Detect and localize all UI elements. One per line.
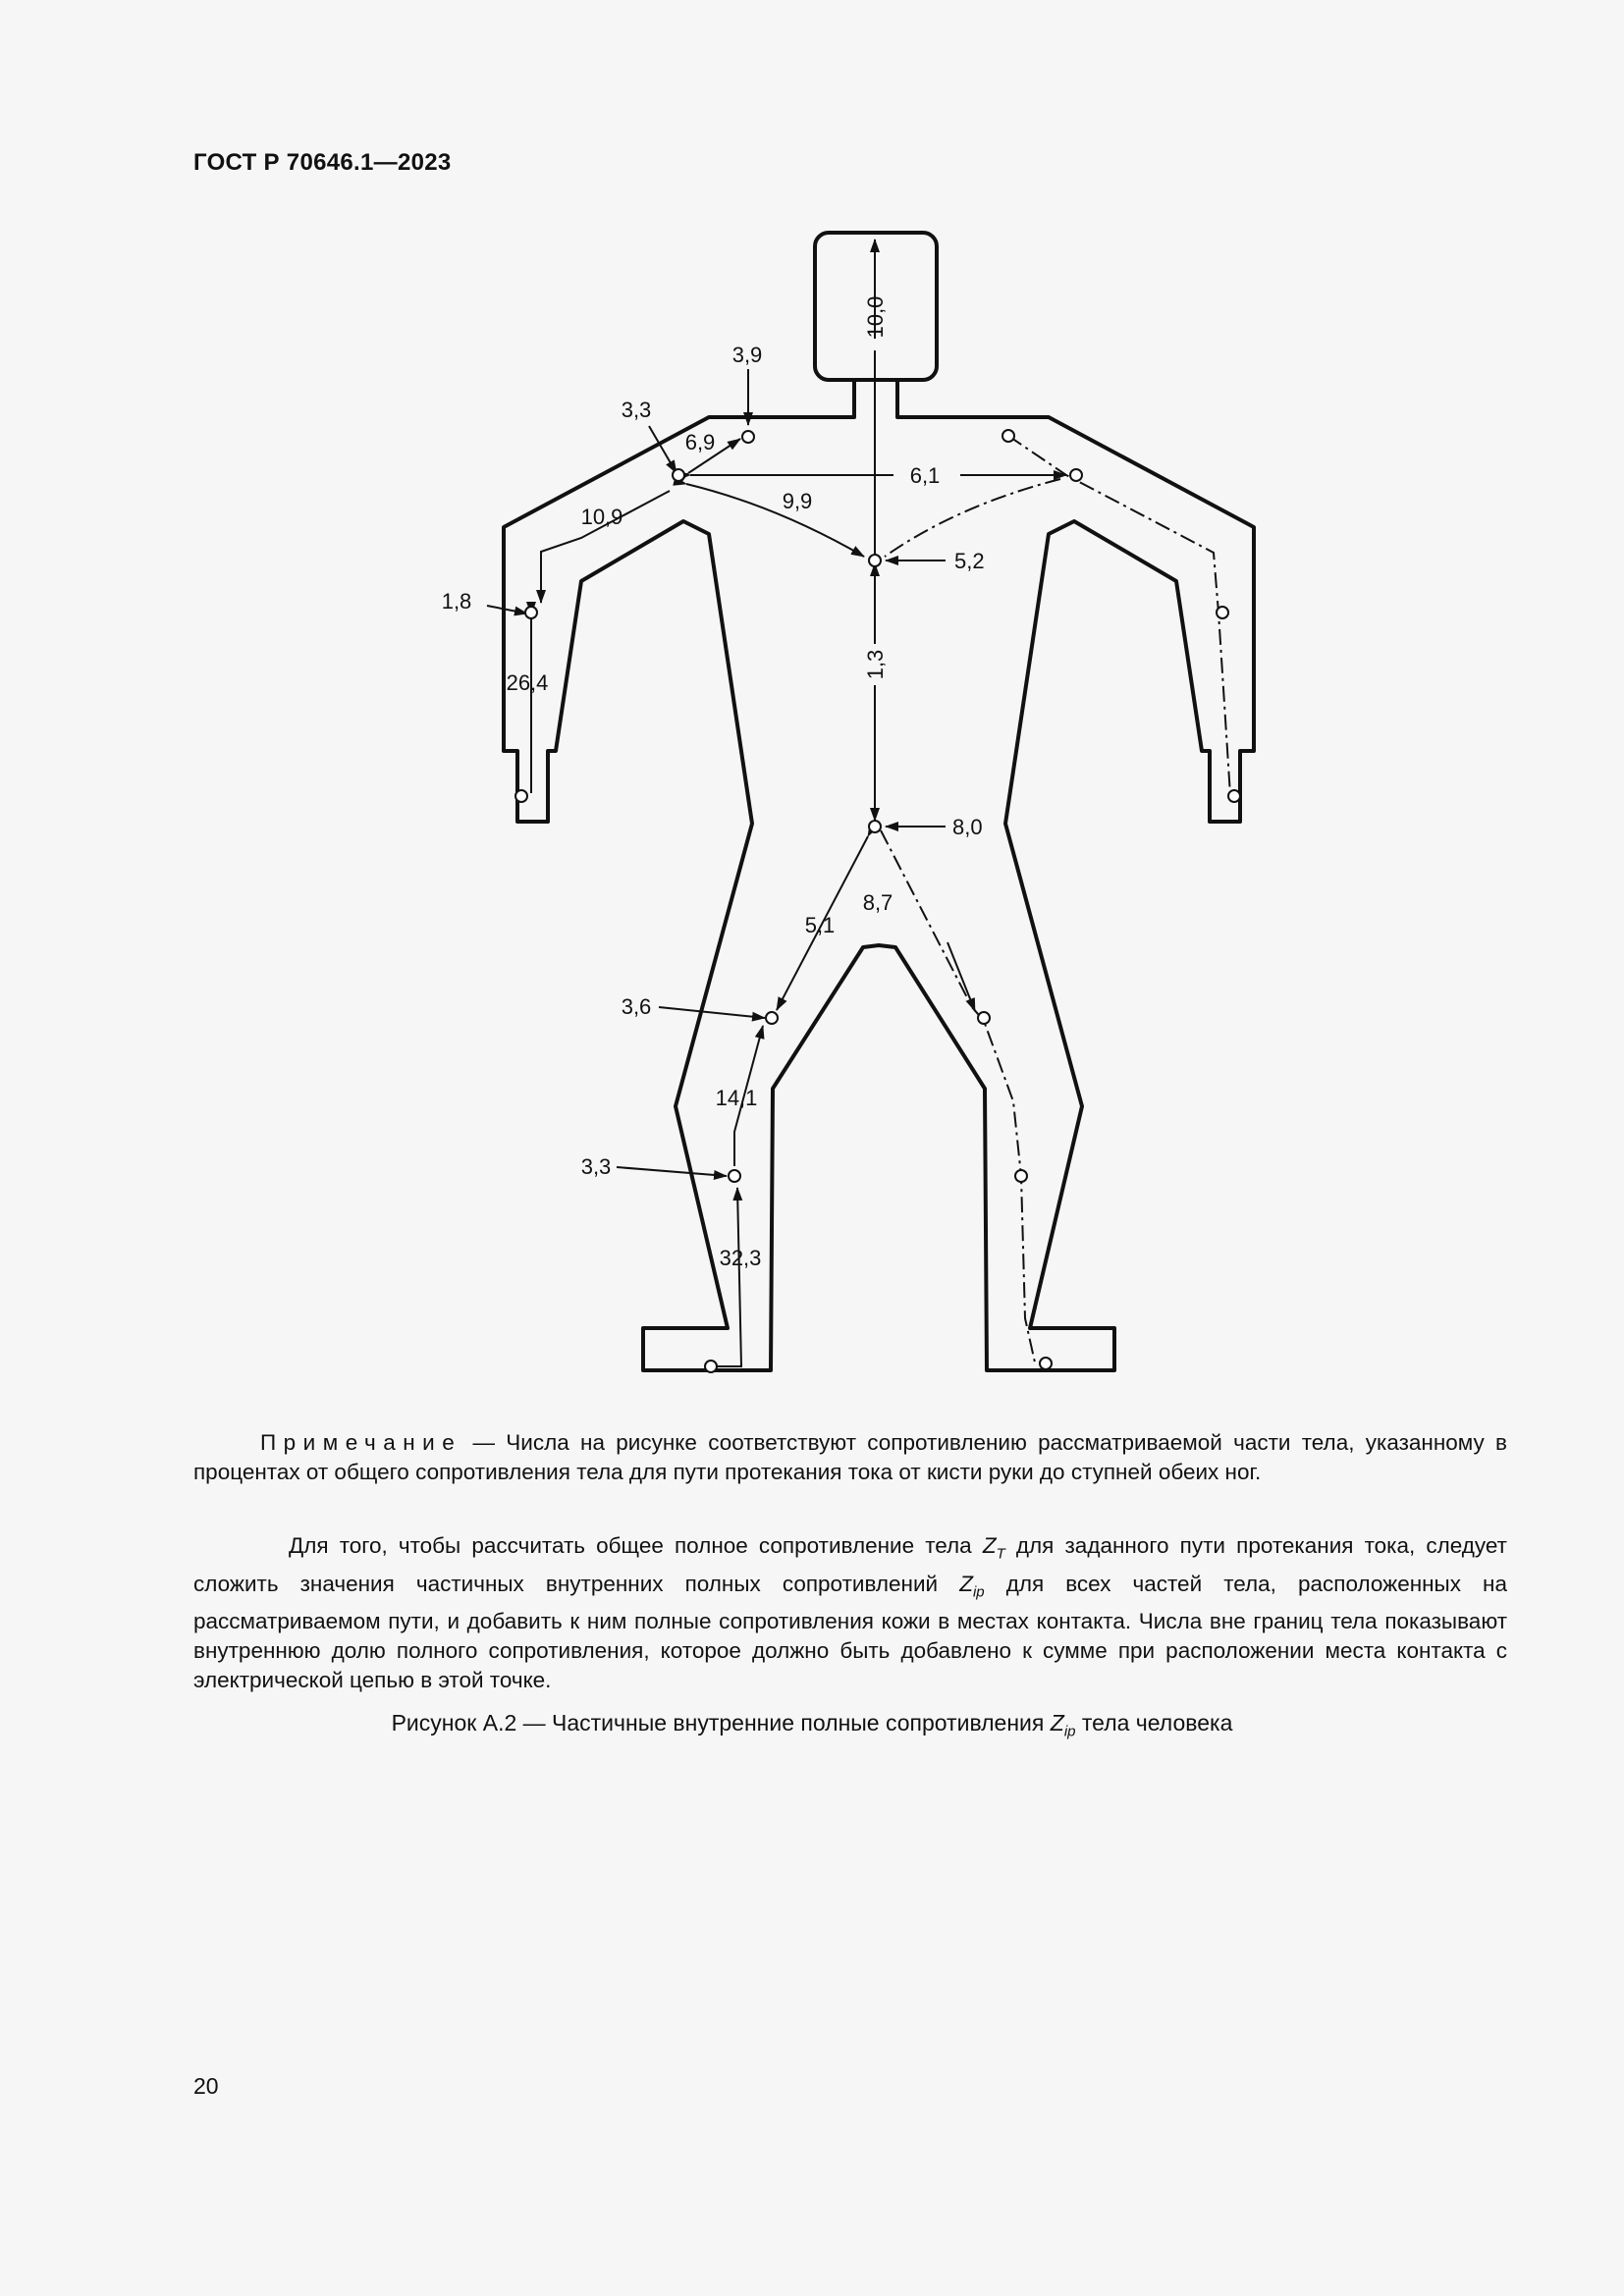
figure-caption xyxy=(0,1710,1624,1740)
node-neck xyxy=(742,431,754,443)
page-number: 20 xyxy=(193,2073,219,2099)
node-foot-right xyxy=(1040,1358,1052,1369)
paragraph-text-3: для всех частей тела, расположенных на рассматриваемом пути, и добавить к ним полные сопротивления кожи в местах контакта. Числа вне границ тела показывают внутреннюю долю полного сопротивления, которое должно быть добавлено к сумме при расположении места контакта с электрической цепью в этой точке. xyxy=(193,1571,1507,1692)
symbol-ip-subscript: ip xyxy=(1063,1723,1076,1740)
label-forearm: 26,4 xyxy=(506,670,549,695)
pelvis-to-right-hip-arrow xyxy=(947,942,975,1011)
node-torso-center xyxy=(869,555,881,566)
figure-note xyxy=(193,1428,1507,1487)
explanation-paragraph xyxy=(193,1531,1507,1695)
label-shoulder-outside: 3,3 xyxy=(621,398,652,422)
node-elbow-right xyxy=(1217,607,1228,618)
node-elbow-left xyxy=(525,607,537,618)
node-knee-right xyxy=(1015,1170,1027,1182)
symbol-z: Z xyxy=(982,1533,997,1558)
label-head: 10,0 xyxy=(863,295,888,339)
path-chest xyxy=(686,484,864,557)
node-hand-right xyxy=(1228,790,1240,802)
node-hand-left xyxy=(515,790,527,802)
label-lower-leg: 32,3 xyxy=(719,1246,762,1270)
label-shoulders: 6,1 xyxy=(909,463,941,488)
caption-suffix: тела человека xyxy=(1075,1710,1233,1735)
arrow-elbow xyxy=(487,606,527,614)
node-hip-left xyxy=(766,1012,778,1024)
node-pelvis xyxy=(869,821,881,832)
paragraph-text-1: Для того, чтобы рассчитать общее полное сопротивление тела xyxy=(289,1533,983,1558)
symbol-t-subscript: T xyxy=(996,1545,1005,1563)
note-text: — Числа на рисунке соответствуют сопротивлению рассматриваемой части тела, указанному в процентах от общего сопротивления тела для пути протекания тока от кисти руки до ступней обеих ног. xyxy=(193,1430,1507,1484)
document-header: ГОСТ Р 70646.1—2023 xyxy=(193,149,452,176)
label-torso-center: 5,2 xyxy=(954,549,985,573)
node-shoulder-right xyxy=(1070,469,1082,481)
note-head: Примечание xyxy=(260,1430,462,1455)
label-knee-upper: 14,1 xyxy=(715,1086,758,1110)
right-shoulder-to-center xyxy=(885,479,1060,557)
arrow-knee xyxy=(617,1167,727,1176)
node-knee-left xyxy=(729,1170,740,1182)
symbol-z: Z xyxy=(1050,1710,1064,1735)
label-pelvis: 8,0 xyxy=(952,815,983,839)
symbol-ip-subscript: ip xyxy=(972,1583,985,1600)
arrow-shoulder-outside xyxy=(649,426,677,473)
label-upper-arm: 10,9 xyxy=(580,505,623,529)
caption-text: Рисунок А.2 — Частичные внутренние полные сопротивления xyxy=(391,1710,1051,1735)
label-elbow: 1,8 xyxy=(441,589,472,614)
label-hip: 3,6 xyxy=(621,994,652,1019)
arrow-hip xyxy=(659,1007,765,1018)
label-trunk: 1,3 xyxy=(863,649,888,680)
right-shoulder-to-hand xyxy=(1008,436,1230,795)
node-foot-left xyxy=(705,1361,717,1372)
pelvis-to-right-foot xyxy=(881,830,1044,1363)
label-thigh-right: 8,7 xyxy=(862,890,893,915)
label-knee: 3,3 xyxy=(580,1154,612,1179)
node-neck-right xyxy=(1002,430,1014,442)
paragraph-text-2: для заданного пути протекания тока, следует сложить значения частичных внутренних полных сопротивлений xyxy=(193,1533,1507,1596)
symbol-z: Z xyxy=(959,1571,973,1596)
label-thigh-left: 5,1 xyxy=(804,913,836,937)
label-shoulder-neck: 6,9 xyxy=(684,430,716,454)
label-neck: 3,9 xyxy=(731,343,763,367)
label-chest: 9,9 xyxy=(782,489,813,513)
node-hip-right xyxy=(978,1012,990,1024)
node-shoulder-left xyxy=(673,469,684,481)
